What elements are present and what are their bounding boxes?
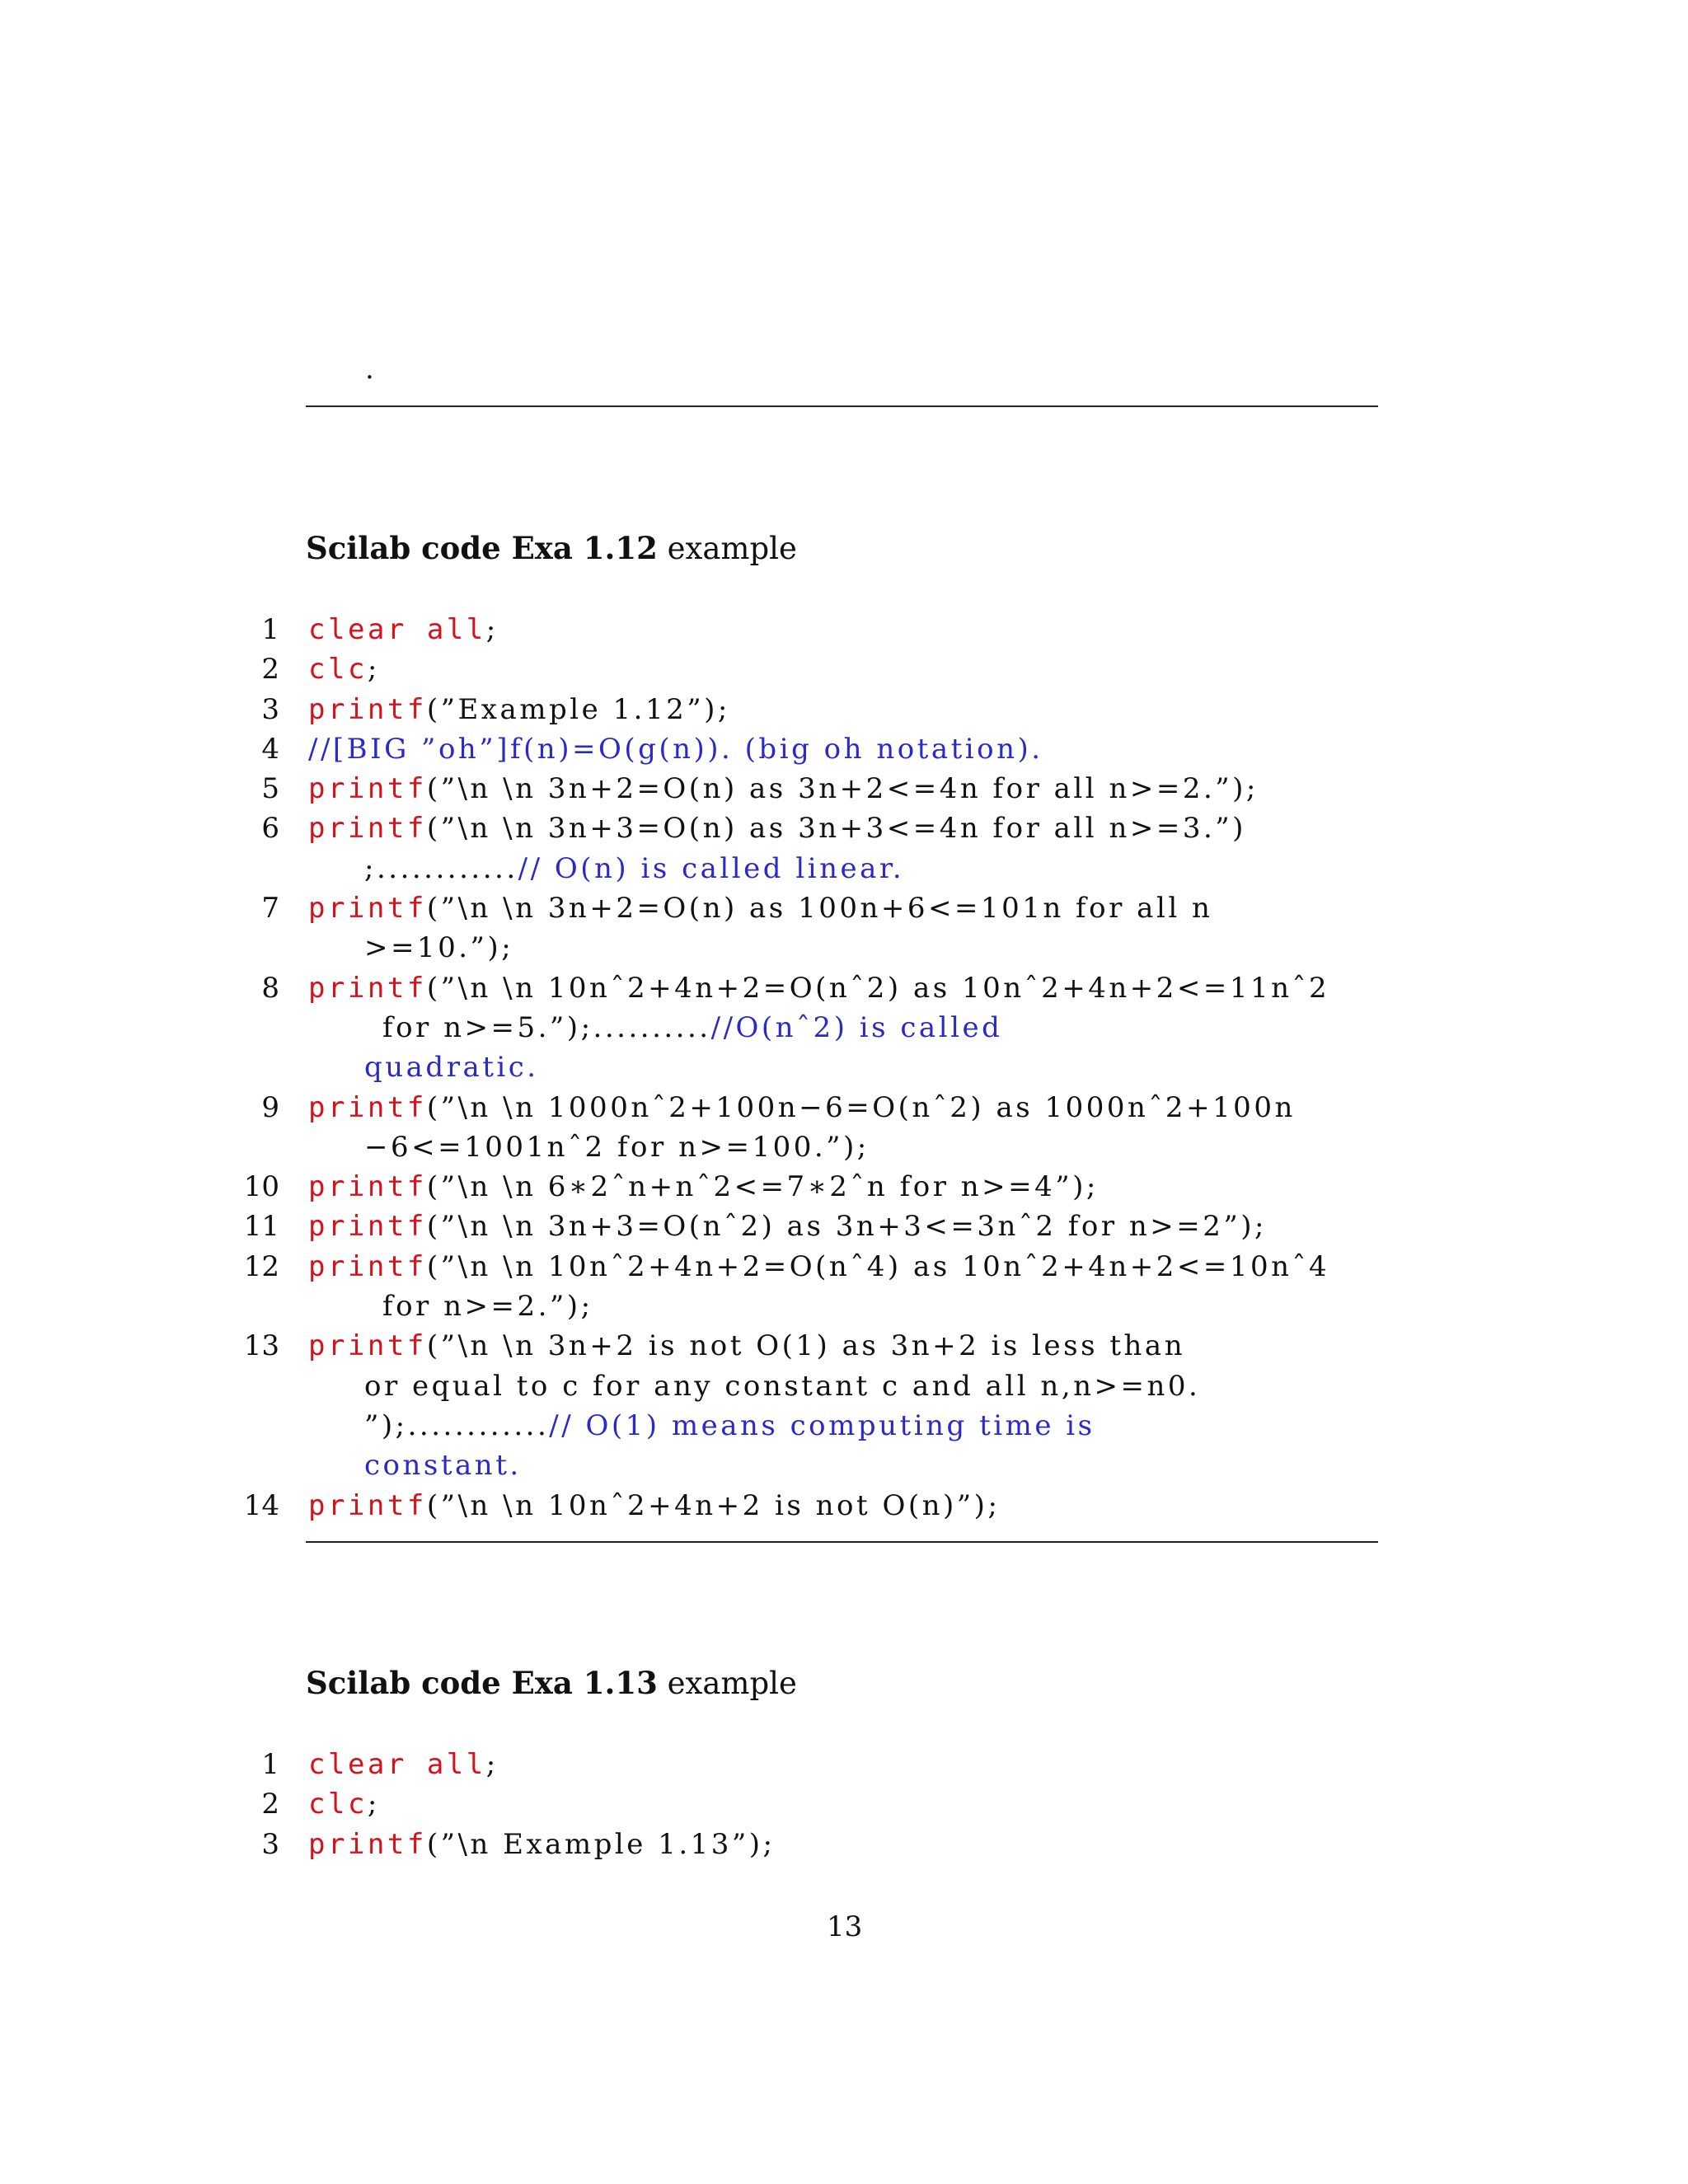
code-text xyxy=(364,1047,539,1087)
code-line xyxy=(0,729,1688,769)
code-text xyxy=(308,1486,1000,1526)
code-line xyxy=(0,1446,1688,1485)
code-plain: (”\n \n 3n+2=O(n) as 3n+2<=4n for all n>=2.”); xyxy=(426,772,1259,806)
code-keyword: printf xyxy=(308,1210,427,1244)
code-keyword: printf xyxy=(308,971,427,1005)
code-text xyxy=(308,1745,499,1784)
code-comment: // O(1) means computing time is xyxy=(549,1408,1095,1442)
code-text xyxy=(308,1207,1267,1246)
code-line xyxy=(0,849,1688,888)
line-number: 11 xyxy=(243,1210,279,1244)
code-plain: ; xyxy=(485,613,499,646)
code-text xyxy=(308,1167,1099,1207)
code-line xyxy=(0,1326,1688,1366)
line-number: 10 xyxy=(243,1170,279,1204)
code-keyword: clear all xyxy=(308,1748,486,1781)
code-plain: (”\n \n 6∗2ˆn+nˆ2<=7∗2ˆn for n>=4”); xyxy=(426,1170,1099,1204)
top-mark: . xyxy=(365,353,374,386)
code-line xyxy=(0,1486,1688,1526)
code-keyword: printf xyxy=(308,1249,427,1283)
code-text xyxy=(382,1008,1002,1047)
code-line xyxy=(0,649,1688,689)
code-keyword: printf xyxy=(308,692,427,726)
code-line xyxy=(0,690,1688,729)
code-keyword: clc xyxy=(308,1788,368,1821)
code-plain: (”\n \n 3n+3=O(nˆ2) as 3n+3<=3nˆ2 for n>=2”); xyxy=(426,1210,1268,1244)
code-keyword: printf xyxy=(308,1488,427,1522)
code-text xyxy=(308,1247,1329,1286)
code-plain: −6<=1001nˆ2 for n>=100.”); xyxy=(364,1130,870,1164)
code-plain: (”\n \n 10nˆ2+4n+2 is not O(n)”); xyxy=(426,1488,1001,1522)
code-comment: //O(nˆ2) is called xyxy=(710,1010,1003,1044)
code-plain: (”\n \n 3n+2=O(n) as 100n+6<=101n for all n xyxy=(426,892,1213,926)
line-number: 2 xyxy=(261,1788,279,1821)
code-plain: (”\n Example 1.13”); xyxy=(426,1827,776,1861)
page-number: 13 xyxy=(827,1910,863,1943)
line-number: 4 xyxy=(261,732,279,766)
code-comment: //[BIG ”oh”]f(n)=O(g(n)). (big oh notation). xyxy=(308,732,1043,766)
code-listing-1-13 xyxy=(0,1745,1688,1864)
code-plain: ; xyxy=(367,1788,380,1821)
code-plain: ;............ xyxy=(364,851,518,885)
code-plain: (”\n \n 1000nˆ2+100n−6=O(nˆ2) as 1000nˆ2+100n xyxy=(426,1090,1296,1124)
code-keyword: printf xyxy=(308,1329,427,1363)
code-text xyxy=(308,769,1259,808)
section-heading-1-12 xyxy=(306,528,797,569)
code-line xyxy=(0,1784,1688,1824)
code-text xyxy=(364,1127,870,1167)
code-line xyxy=(0,1247,1688,1286)
code-line xyxy=(0,808,1688,848)
code-line xyxy=(0,1008,1688,1047)
code-keyword: printf xyxy=(308,812,427,846)
line-number: 3 xyxy=(261,692,279,726)
code-plain: (”\n \n 10nˆ2+4n+2=O(nˆ4) as 10nˆ2+4n+2<=10nˆ4 xyxy=(426,1249,1330,1283)
code-text xyxy=(308,729,1043,769)
code-line xyxy=(0,1207,1688,1246)
code-line xyxy=(0,1047,1688,1087)
rule-top xyxy=(306,405,1378,407)
code-plain: for n>=2.”); xyxy=(382,1290,593,1324)
code-plain: ”);............ xyxy=(364,1408,550,1442)
code-plain: ; xyxy=(367,653,380,687)
line-number: 6 xyxy=(261,812,279,846)
code-plain: for n>=5.”);.......... xyxy=(382,1010,711,1044)
code-text xyxy=(308,888,1212,928)
heading-bold: Scilab code Exa 1.13 xyxy=(306,1665,658,1701)
code-keyword: clear all xyxy=(308,613,486,646)
code-plain: (”\n \n 3n+3=O(n) as 3n+3<=4n for all n>=3.”) xyxy=(426,812,1246,846)
line-number: 9 xyxy=(261,1090,279,1124)
section-heading-1-13 xyxy=(306,1663,797,1704)
code-keyword: printf xyxy=(308,1170,427,1204)
code-line xyxy=(0,1088,1688,1127)
heading-rest: example xyxy=(667,531,797,566)
code-text xyxy=(308,1088,1296,1127)
code-line xyxy=(0,1286,1688,1326)
code-text xyxy=(308,690,730,729)
code-comment: // O(n) is called linear. xyxy=(518,851,905,885)
code-keyword: printf xyxy=(308,1827,427,1861)
code-keyword: printf xyxy=(308,892,427,926)
code-plain: ; xyxy=(485,1748,499,1781)
code-text xyxy=(364,1406,1095,1446)
line-number: 3 xyxy=(261,1827,279,1861)
code-plain: >=10.”); xyxy=(364,931,514,965)
code-text xyxy=(308,1784,380,1824)
code-text xyxy=(364,849,904,888)
code-line xyxy=(0,1167,1688,1207)
code-text xyxy=(364,1446,522,1485)
code-line xyxy=(0,888,1688,928)
code-text xyxy=(364,1366,1200,1406)
code-keyword: clc xyxy=(308,653,368,687)
line-number: 12 xyxy=(243,1249,279,1283)
code-text xyxy=(308,968,1329,1008)
code-text xyxy=(308,610,499,649)
code-keyword: printf xyxy=(308,1090,427,1124)
line-number: 8 xyxy=(261,971,279,1005)
line-number: 1 xyxy=(261,613,279,646)
code-plain: (”\n \n 10nˆ2+4n+2=O(nˆ2) as 10nˆ2+4n+2<=11nˆ2 xyxy=(426,971,1330,1005)
line-number: 2 xyxy=(261,653,279,687)
code-text xyxy=(382,1286,593,1326)
line-number: 7 xyxy=(261,892,279,926)
code-plain: (”Example 1.12”); xyxy=(426,692,730,726)
code-listing-1-12 xyxy=(0,610,1688,1526)
heading-rest: example xyxy=(667,1666,797,1701)
code-text xyxy=(308,649,380,689)
code-text xyxy=(308,808,1246,848)
code-plain: (”\n \n 3n+2 is not O(1) as 3n+2 is less than xyxy=(426,1329,1186,1363)
code-line xyxy=(0,1127,1688,1167)
line-number: 5 xyxy=(261,772,279,806)
code-comment: quadratic. xyxy=(364,1051,539,1085)
code-line xyxy=(0,1366,1688,1406)
code-line xyxy=(0,1745,1688,1784)
code-line xyxy=(0,968,1688,1008)
code-line xyxy=(0,1825,1688,1864)
code-line xyxy=(0,769,1688,808)
code-text xyxy=(308,1825,776,1864)
line-number: 1 xyxy=(261,1748,279,1781)
heading-bold: Scilab code Exa 1.12 xyxy=(306,530,658,566)
code-keyword: printf xyxy=(308,772,427,806)
line-number: 13 xyxy=(243,1329,279,1363)
code-line xyxy=(0,928,1688,968)
rule-bottom xyxy=(306,1541,1378,1543)
code-text xyxy=(308,1326,1185,1366)
code-line xyxy=(0,610,1688,649)
code-plain: or equal to c for any constant c and all n,n>=n0. xyxy=(364,1369,1201,1403)
line-number: 14 xyxy=(243,1488,279,1522)
code-comment: constant. xyxy=(364,1449,522,1483)
code-text xyxy=(364,928,513,968)
code-line xyxy=(0,1406,1688,1446)
